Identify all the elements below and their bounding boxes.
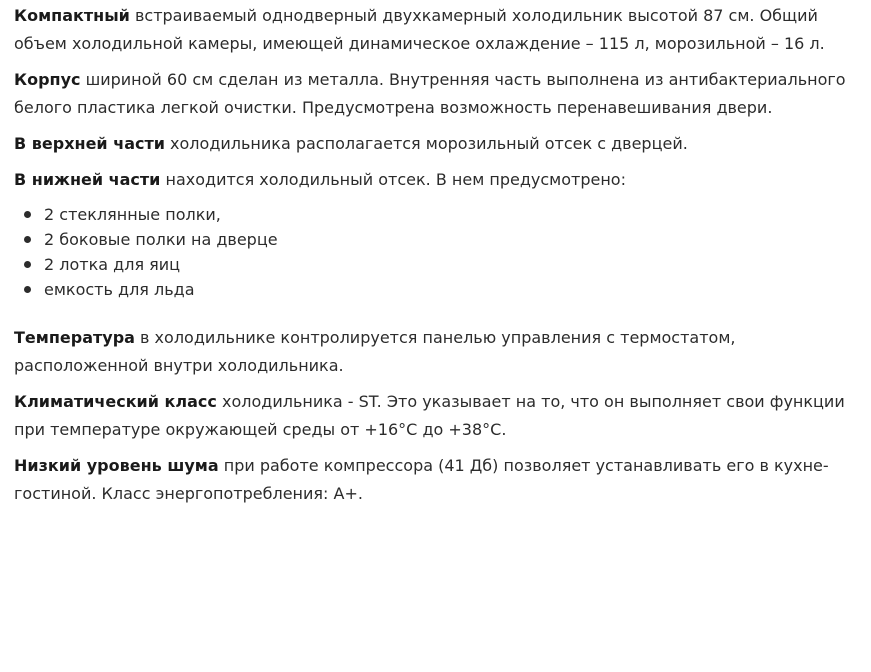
bullet-icon — [24, 236, 31, 243]
paragraph-text: шириной 60 см сделан из металла. Внутренняя часть выполнена из антибактериального белого пластика легкой очистки. Предусмотрена возможность перенавешивания двери. — [14, 70, 846, 117]
paragraph-heading: Компактный — [14, 6, 130, 25]
list-item-text: 2 стеклянные полки, — [44, 205, 221, 224]
paragraph-heading: В нижней части — [14, 170, 161, 189]
paragraph-body — [14, 66, 857, 122]
paragraph-heading: Низкий уровень шума — [14, 456, 219, 475]
bullet-icon — [24, 286, 31, 293]
list-item — [22, 277, 857, 302]
paragraph-text: холодильника - ST. Это указывает на то, что он выполняет свои функции при температуре окружающей среды от +16°C до +38°C. — [14, 392, 845, 439]
paragraph-text: встраиваемый однодверный двухкамерный холодильник высотой 87 см. Общий объем холодильной камеры, имеющей динамическое охлаждение – 115 л, морозильной – 16 л. — [14, 6, 825, 53]
paragraph-compact — [14, 2, 857, 58]
list-item — [22, 252, 857, 277]
list-item — [22, 227, 857, 252]
paragraph-text: в холодильнике контролируется панелью управления с термостатом, расположенной внутри холодильника. — [14, 328, 736, 375]
paragraph-heading: В верхней части — [14, 134, 165, 153]
paragraph-text: холодильника располагается морозильный отсек с дверцей. — [164, 134, 688, 153]
paragraph-heading: Корпус — [14, 70, 81, 89]
paragraph-bottom-section — [14, 166, 857, 194]
list-item — [22, 202, 857, 227]
paragraph-text: при работе компрессора (41 Дб) позволяет устанавливать его в кухне-гостиной. Класс энергопотребления: А+. — [14, 456, 829, 503]
paragraph-noise — [14, 452, 857, 508]
bullet-icon — [24, 211, 31, 218]
paragraph-text: находится холодильный отсек. В нем предусмотрено: — [160, 170, 626, 189]
product-description — [0, 2, 871, 508]
list-item-text: 2 лотка для яиц — [44, 255, 181, 274]
list-item-text: 2 боковые полки на дверце — [44, 230, 278, 249]
feature-list — [14, 202, 857, 302]
paragraph-heading: Климатический класс — [14, 392, 217, 411]
paragraph-top-section — [14, 130, 857, 158]
bullet-icon — [24, 261, 31, 268]
paragraph-temperature — [14, 324, 857, 380]
list-item-text: емкость для льда — [44, 280, 195, 299]
paragraph-climate-class — [14, 388, 857, 444]
paragraph-heading: Температура — [14, 328, 135, 347]
